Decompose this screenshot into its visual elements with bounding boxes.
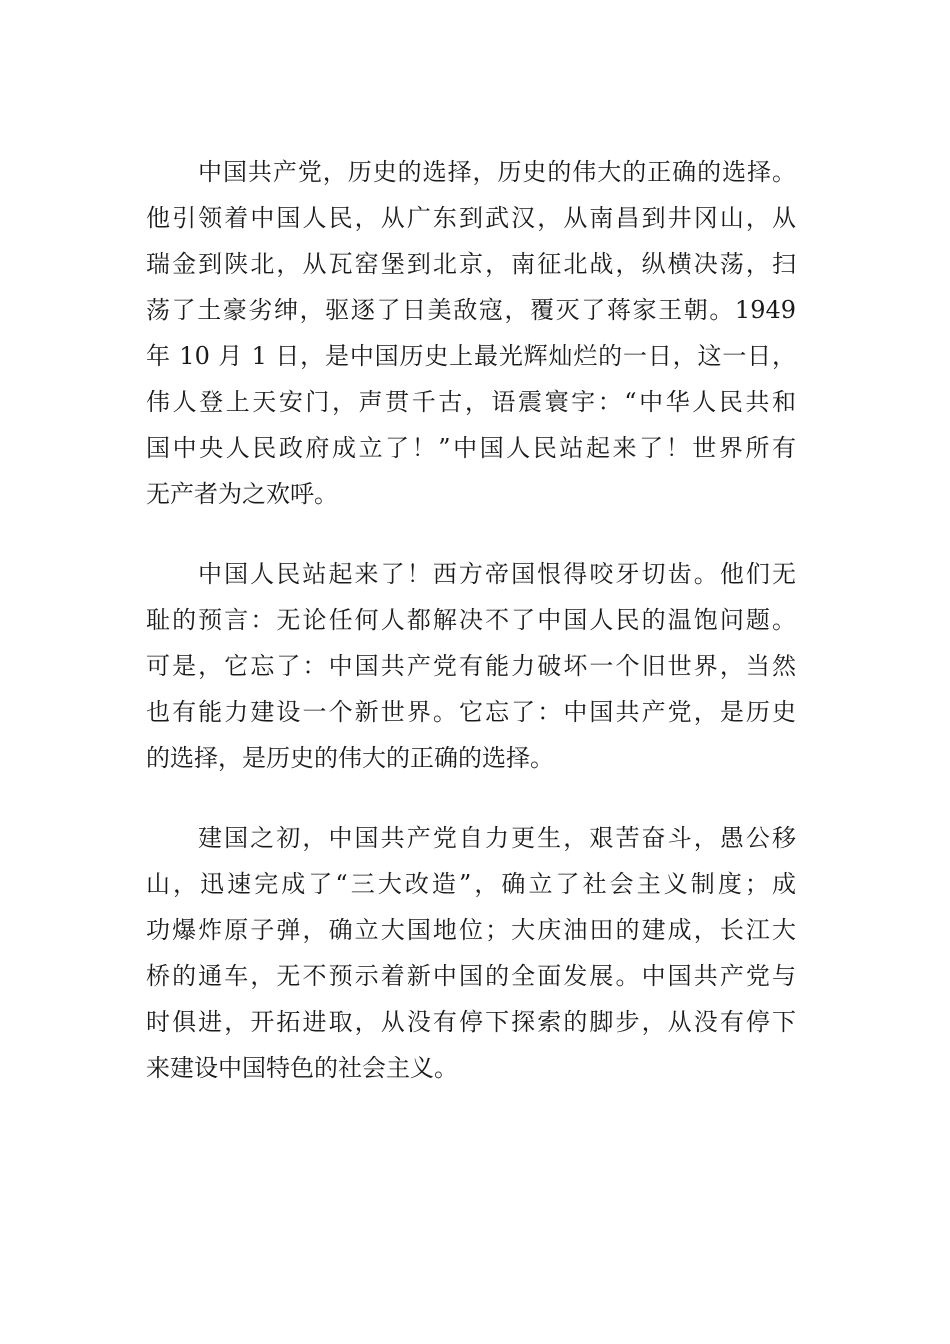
paragraph-line: 年 10 月 1 日，是中国历史上最光辉灿烂的一日，这一日， [146,342,796,370]
paragraph-spacer [146,521,796,555]
paragraph-line: 中国人民站起来了！西方帝国恨得咬牙切齿。他们无 [198,560,796,588]
body-text [146,153,796,1095]
paragraph-line: 的选择，是历史的伟大的正确的选择。 [146,744,554,772]
paragraph-line: 他引领着中国人民，从广东到武汉，从南昌到井冈山，从 [146,204,796,232]
paragraph-line: 荡了土豪劣绅，驱逐了日美敌寇，覆灭了蒋家王朝。1949 [146,296,796,324]
paragraph-3 [146,819,796,1087]
paragraph-line: 建国之初，中国共产党自力更生，艰苦奋斗，愚公移 [198,824,796,852]
paragraph-line: 山，迅速完成了“三大改造”，确立了社会主义制度；成 [146,870,796,898]
paragraph-spacer [146,785,796,819]
paragraph-line: 功爆炸原子弹，确立大国地位；大庆油田的建成，长江大 [146,916,796,944]
paragraph-line: 国中央人民政府成立了！”中国人民站起来了！世界所有 [146,434,796,462]
paragraph-line: 也有能力建设一个新世界。它忘了：中国共产党，是历史 [146,698,796,726]
paragraph-line: 可是，它忘了：中国共产党有能力破坏一个旧世界，当然 [146,652,796,680]
paragraph-line: 中国共产党，历史的选择，历史的伟大的正确的选择。 [198,158,796,186]
paragraph-line: 来建设中国特色的社会主义。 [146,1054,458,1082]
paragraph-2 [146,555,796,777]
paragraph-line: 桥的通车，无不预示着新中国的全面发展。中国共产党与 [146,962,796,990]
paragraph-line: 无产者为之欢呼。 [146,480,338,508]
paragraph-line: 时俱进，开拓进取，从没有停下探索的脚步，从没有停下 [146,1008,796,1036]
paragraph-line: 耻的预言：无论任何人都解决不了中国人民的温饱问题。 [146,606,796,634]
paragraph-1 [146,153,796,513]
paragraph-line: 瑞金到陕北，从瓦窑堡到北京，南征北战，纵横决荡，扫 [146,250,796,278]
paragraph-line: 伟人登上天安门，声贯千古，语震寰宇：“中华人民共和 [146,388,796,416]
